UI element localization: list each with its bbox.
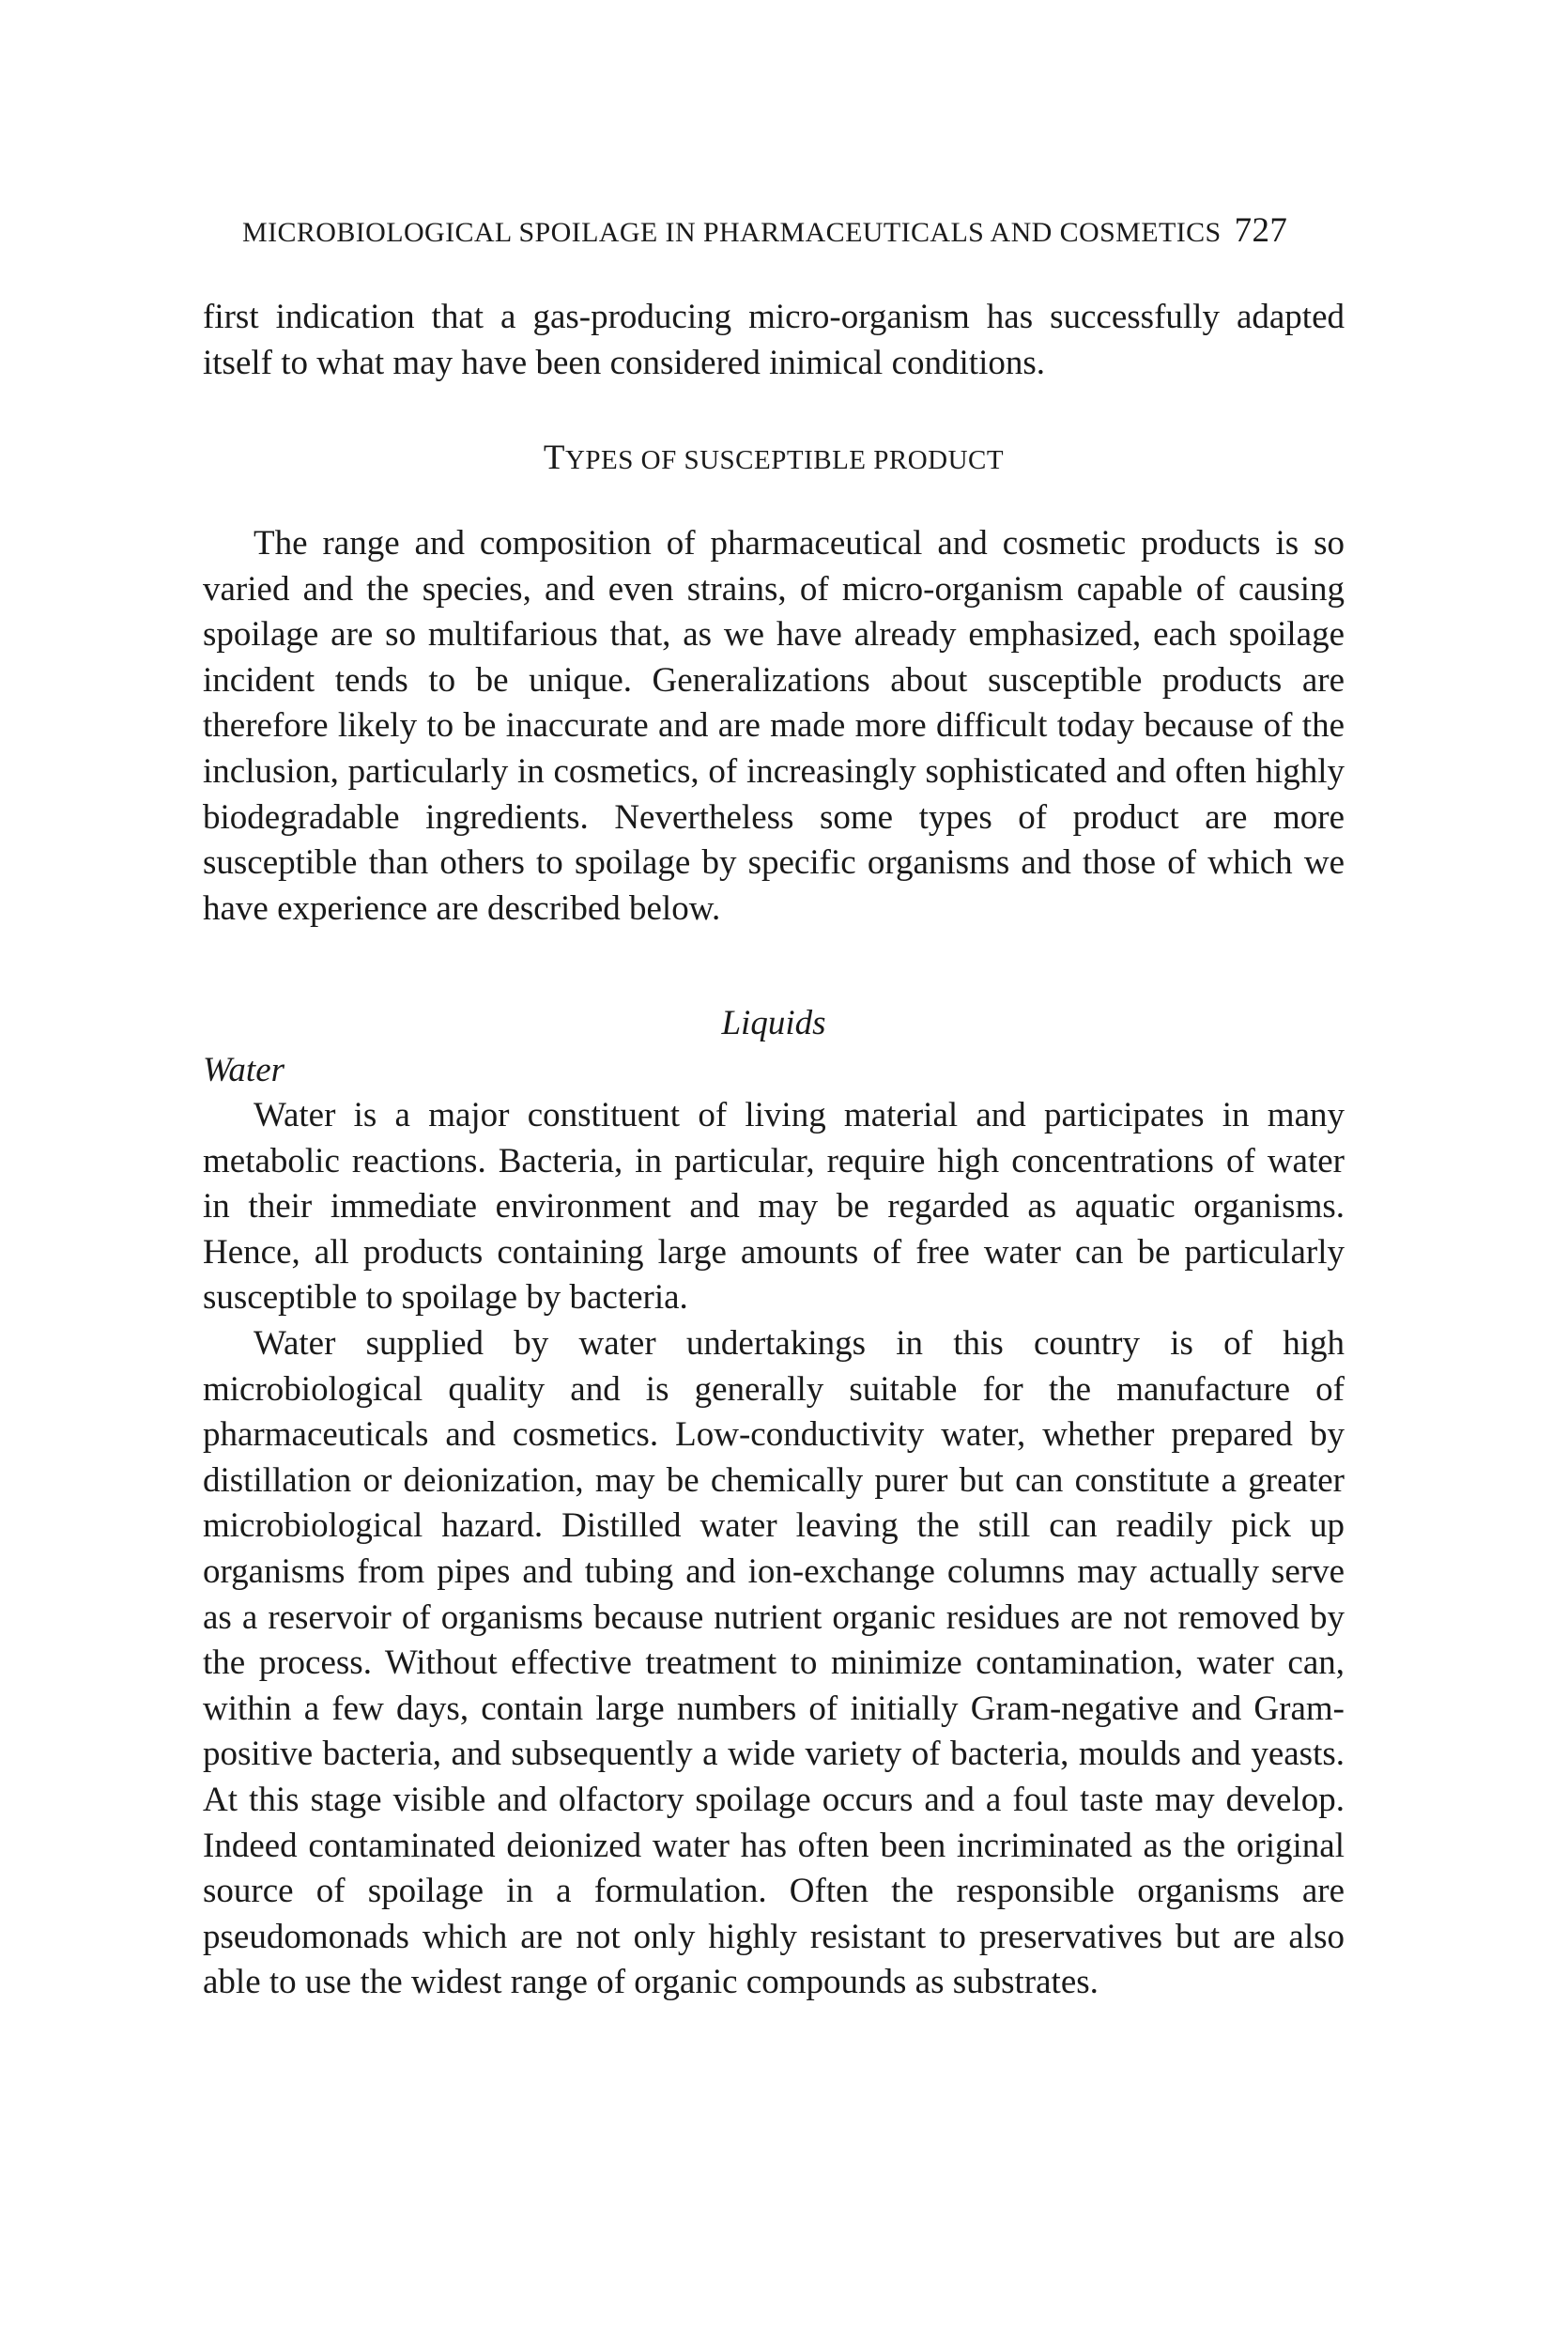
running-head [242,210,1350,251]
page-number: 727 [1234,211,1288,250]
running-head-title: MICROBIOLOGICAL SPOILAGE IN PHARMACEUTICALS AND COSMETICS [242,217,1222,248]
section-heading-rest: YPES OF SUSCEPTIBLE PRODUCT [564,445,1005,475]
subsection-heading: Liquids [721,1004,826,1042]
section-heading-initial: T [543,439,565,477]
paragraph-intro: first indication that a gas-producing micro-organism has successfully adapted itself to what may have been considered inimical conditions. [203,298,1345,382]
section-heading [203,438,1345,478]
paragraph-water-1: Water is a major constituent of living material and participates in many metabolic reactions. Bacteria, in particular, require high concentrations of water in their immediate environment and may be regarded as aquatic organisms. Hence, all products containing large amounts of free water can be particularly susceptible to spoilage by bacteria. [203,1096,1345,1318]
side-heading: Water [203,1051,285,1089]
paragraph-water-2: Water supplied by water undertakings in this country is of high microbiological quality and is generally suitable for the manufacture of pharmaceuticals and cosmetics. Low-conductivity water, whether prepared by distillation or deionization, may be chemically purer but can constitute a greater microbiological hazard. Distilled water leaving the still can readily pick up organisms from pipes and tubing and ion-exchange columns may actually serve as a reservoir of organisms because nutrient organic residues are not removed by the process. Without effective treatment to minimize contamination, water can, within a few days, contain large numbers of initially Gram-negative and Gram-positive bacteria, and subsequently a wide variety of bacteria, moulds and yeasts. At this stage visible and olfactory spoilage occurs and a foul taste may develop. Indeed contaminated deionized water has often been incriminated as the original source of spoilage in a formulation. Often the responsible organisms are pseudomonads which are not only highly resistant to preservatives but are also able to use the widest range of organic compounds as substrates. [203,1324,1345,2002]
paragraph-types-intro: The range and composition of pharmaceutical and cosmetic products is so varied and the species, and even strains, of micro-organism capable of causing spoilage are so multifarious that, as we have already emphasized, each spoilage incident tends to be unique. Generalizations about susceptible products are therefore likely to be inaccurate and are made more difficult today because of the inclusion, particularly in cosmetics, of increasingly sophisticated and often highly biodegradable ingredients. Nevertheless some types of product are more susceptible than others to spoilage by specific organisms and those of which we have experience are described below. [203,524,1345,928]
